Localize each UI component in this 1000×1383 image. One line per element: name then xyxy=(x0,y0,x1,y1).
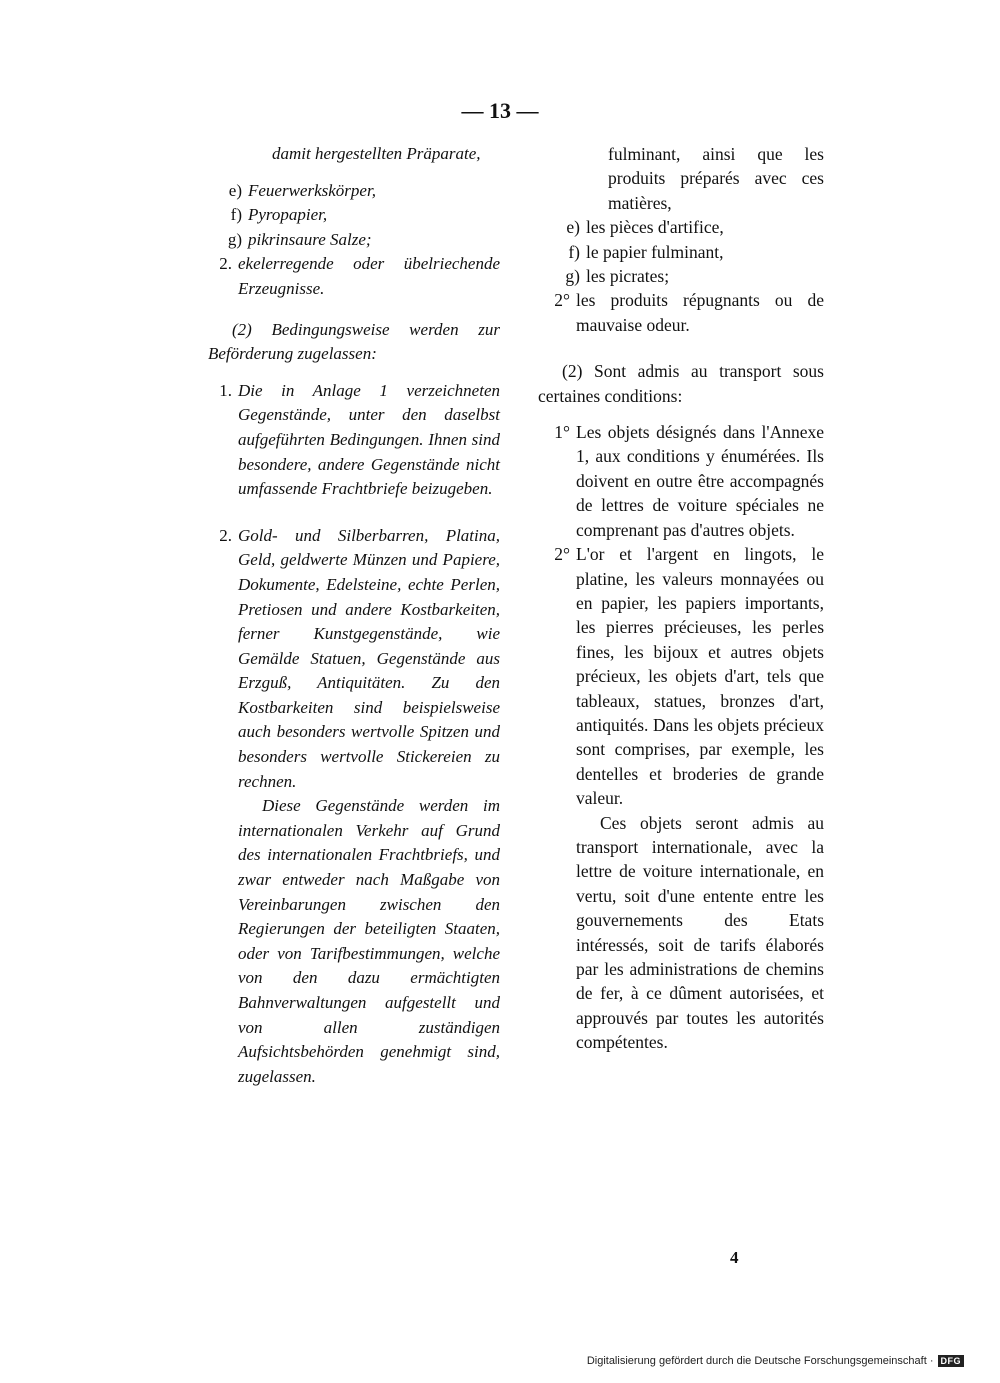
item-label: g) xyxy=(565,266,580,287)
item-text: Die in Anlage 1 verzeichneten Gegenstände, unter den daselbst aufgeführten Bedingungen. Ihnen sind besondere, andere Gegenstände nicht umfassende Frachtbriefe beizugeben. xyxy=(238,380,500,499)
list-item xyxy=(538,288,824,337)
item-label: f) xyxy=(568,241,580,262)
item-label: 2° xyxy=(554,544,570,565)
german-continuation: damit hergestellten Präparate, xyxy=(272,144,481,163)
french-section-heading: (2) Sont admis au transport sous certaines conditions: xyxy=(538,361,824,406)
item-label: 2. xyxy=(219,254,232,274)
signature-mark: 4 xyxy=(730,1248,739,1267)
list-item xyxy=(208,228,500,253)
item-text: le papier fulminant, xyxy=(586,241,724,262)
list-item xyxy=(208,179,500,204)
item-text: les pièces d'artifice, xyxy=(586,217,724,238)
item-text: Feuerwerkskörper, xyxy=(248,180,376,200)
item-label: f) xyxy=(230,205,242,225)
list-item xyxy=(538,811,824,1055)
list-item xyxy=(208,379,500,502)
item-label: 2. xyxy=(219,525,232,545)
item-label: 2° xyxy=(554,290,570,311)
item-text: Les objets désignés dans l'Annexe 1, aux conditions y énumérées. Ils doivent en outre être accompagnés de lettres de voiture spéciales ne comprenant pas d'autres objets. xyxy=(576,422,824,540)
item-label: 1. xyxy=(219,380,232,400)
paragraph: Diese Gegenstände werden im internationalen Verkehr auf Grund des internationalen Frachtbriefs, und zwar entweder nach Maßgabe von Vereinbarungen zwischen den Regierungen der beteiligten Staaten, oder von Tarifbestimmungen, welche von den dazu ermächtigten Bahnverwaltungen aufgestellt und von allen zuständigen Aufsichtsbehörden genehmigt sind, zugelassen. xyxy=(238,796,500,1086)
item-text: pikrinsaure Salze; xyxy=(248,229,372,249)
french-column xyxy=(538,142,824,1055)
list-item xyxy=(208,252,500,301)
list-item xyxy=(538,264,824,288)
list-item xyxy=(538,215,824,239)
item-text: Gold- und Silberbarren, Platina, Geld, geldwerte Münzen und Papiere, Dokumente, Edelsteine, echte Perlen, Pretiosen und andere Kostbarkeiten, ferner Kunstgegenstände, wie Gemälde Statuen, Gegenstände aus Erzguß, Antiquitäten. Zu den Kostbarkeiten sind beispielsweise auch besonders wertvolle Spitzen und besonders wertvolle Stickereien zu rechnen. xyxy=(238,525,500,791)
item-text: les produits répugnants ou de mauvaise odeur. xyxy=(576,290,824,335)
french-continuation: fulminant, ainsi que les produits préparés avec ces matières, xyxy=(608,144,824,213)
footer-text: Digitalisierung gefördert durch die Deutsche Forschungsgemeinschaft · xyxy=(586,1355,934,1367)
list-item xyxy=(208,794,500,1089)
dfg-logo-icon: DFG xyxy=(938,1355,965,1367)
item-text: ekelerregende oder übelriechende Erzeugnisse. xyxy=(238,254,500,298)
item-text: Pyropapier, xyxy=(248,205,328,225)
list-item xyxy=(538,542,824,810)
german-section-heading: (2) Bedingungsweise werden zur Beförderung zugelassen: xyxy=(208,319,500,364)
list-item xyxy=(538,240,824,264)
digitization-footer xyxy=(587,1355,964,1367)
paragraph: Ces objets seront admis au transport internationale, avec la lettre de voiture internationale, en vertu, soit d'une entente entre les gouvernements des Etats intéressés, soit de tarifs élaborés par les administrations de chemins de fer, à ce dûment autorisées, et approuvés par toutes les autorités compétentes. xyxy=(576,812,824,1053)
item-text: L'or et l'argent en lingots, le platine, les valeurs monnayées ou en papier, les papiers importants, les pierres précieuses, les perles fines, les bijoux et autres objets précieux, les objets d'art, tels que tableaux, statues, bronzes d'art, antiquités. Dans les objets précieux sont comprises, par exemple, les dentelles et broderies de grande valeur. xyxy=(576,544,824,809)
item-label: e) xyxy=(228,180,242,200)
item-label: 1° xyxy=(554,422,570,443)
list-item xyxy=(208,524,500,795)
german-column xyxy=(208,142,500,1089)
page-number: — 13 — xyxy=(461,98,539,123)
item-label: g) xyxy=(227,229,242,249)
list-item xyxy=(538,420,824,542)
item-label: e) xyxy=(566,217,580,238)
list-item xyxy=(208,203,500,228)
item-text: les picrates; xyxy=(586,266,670,287)
